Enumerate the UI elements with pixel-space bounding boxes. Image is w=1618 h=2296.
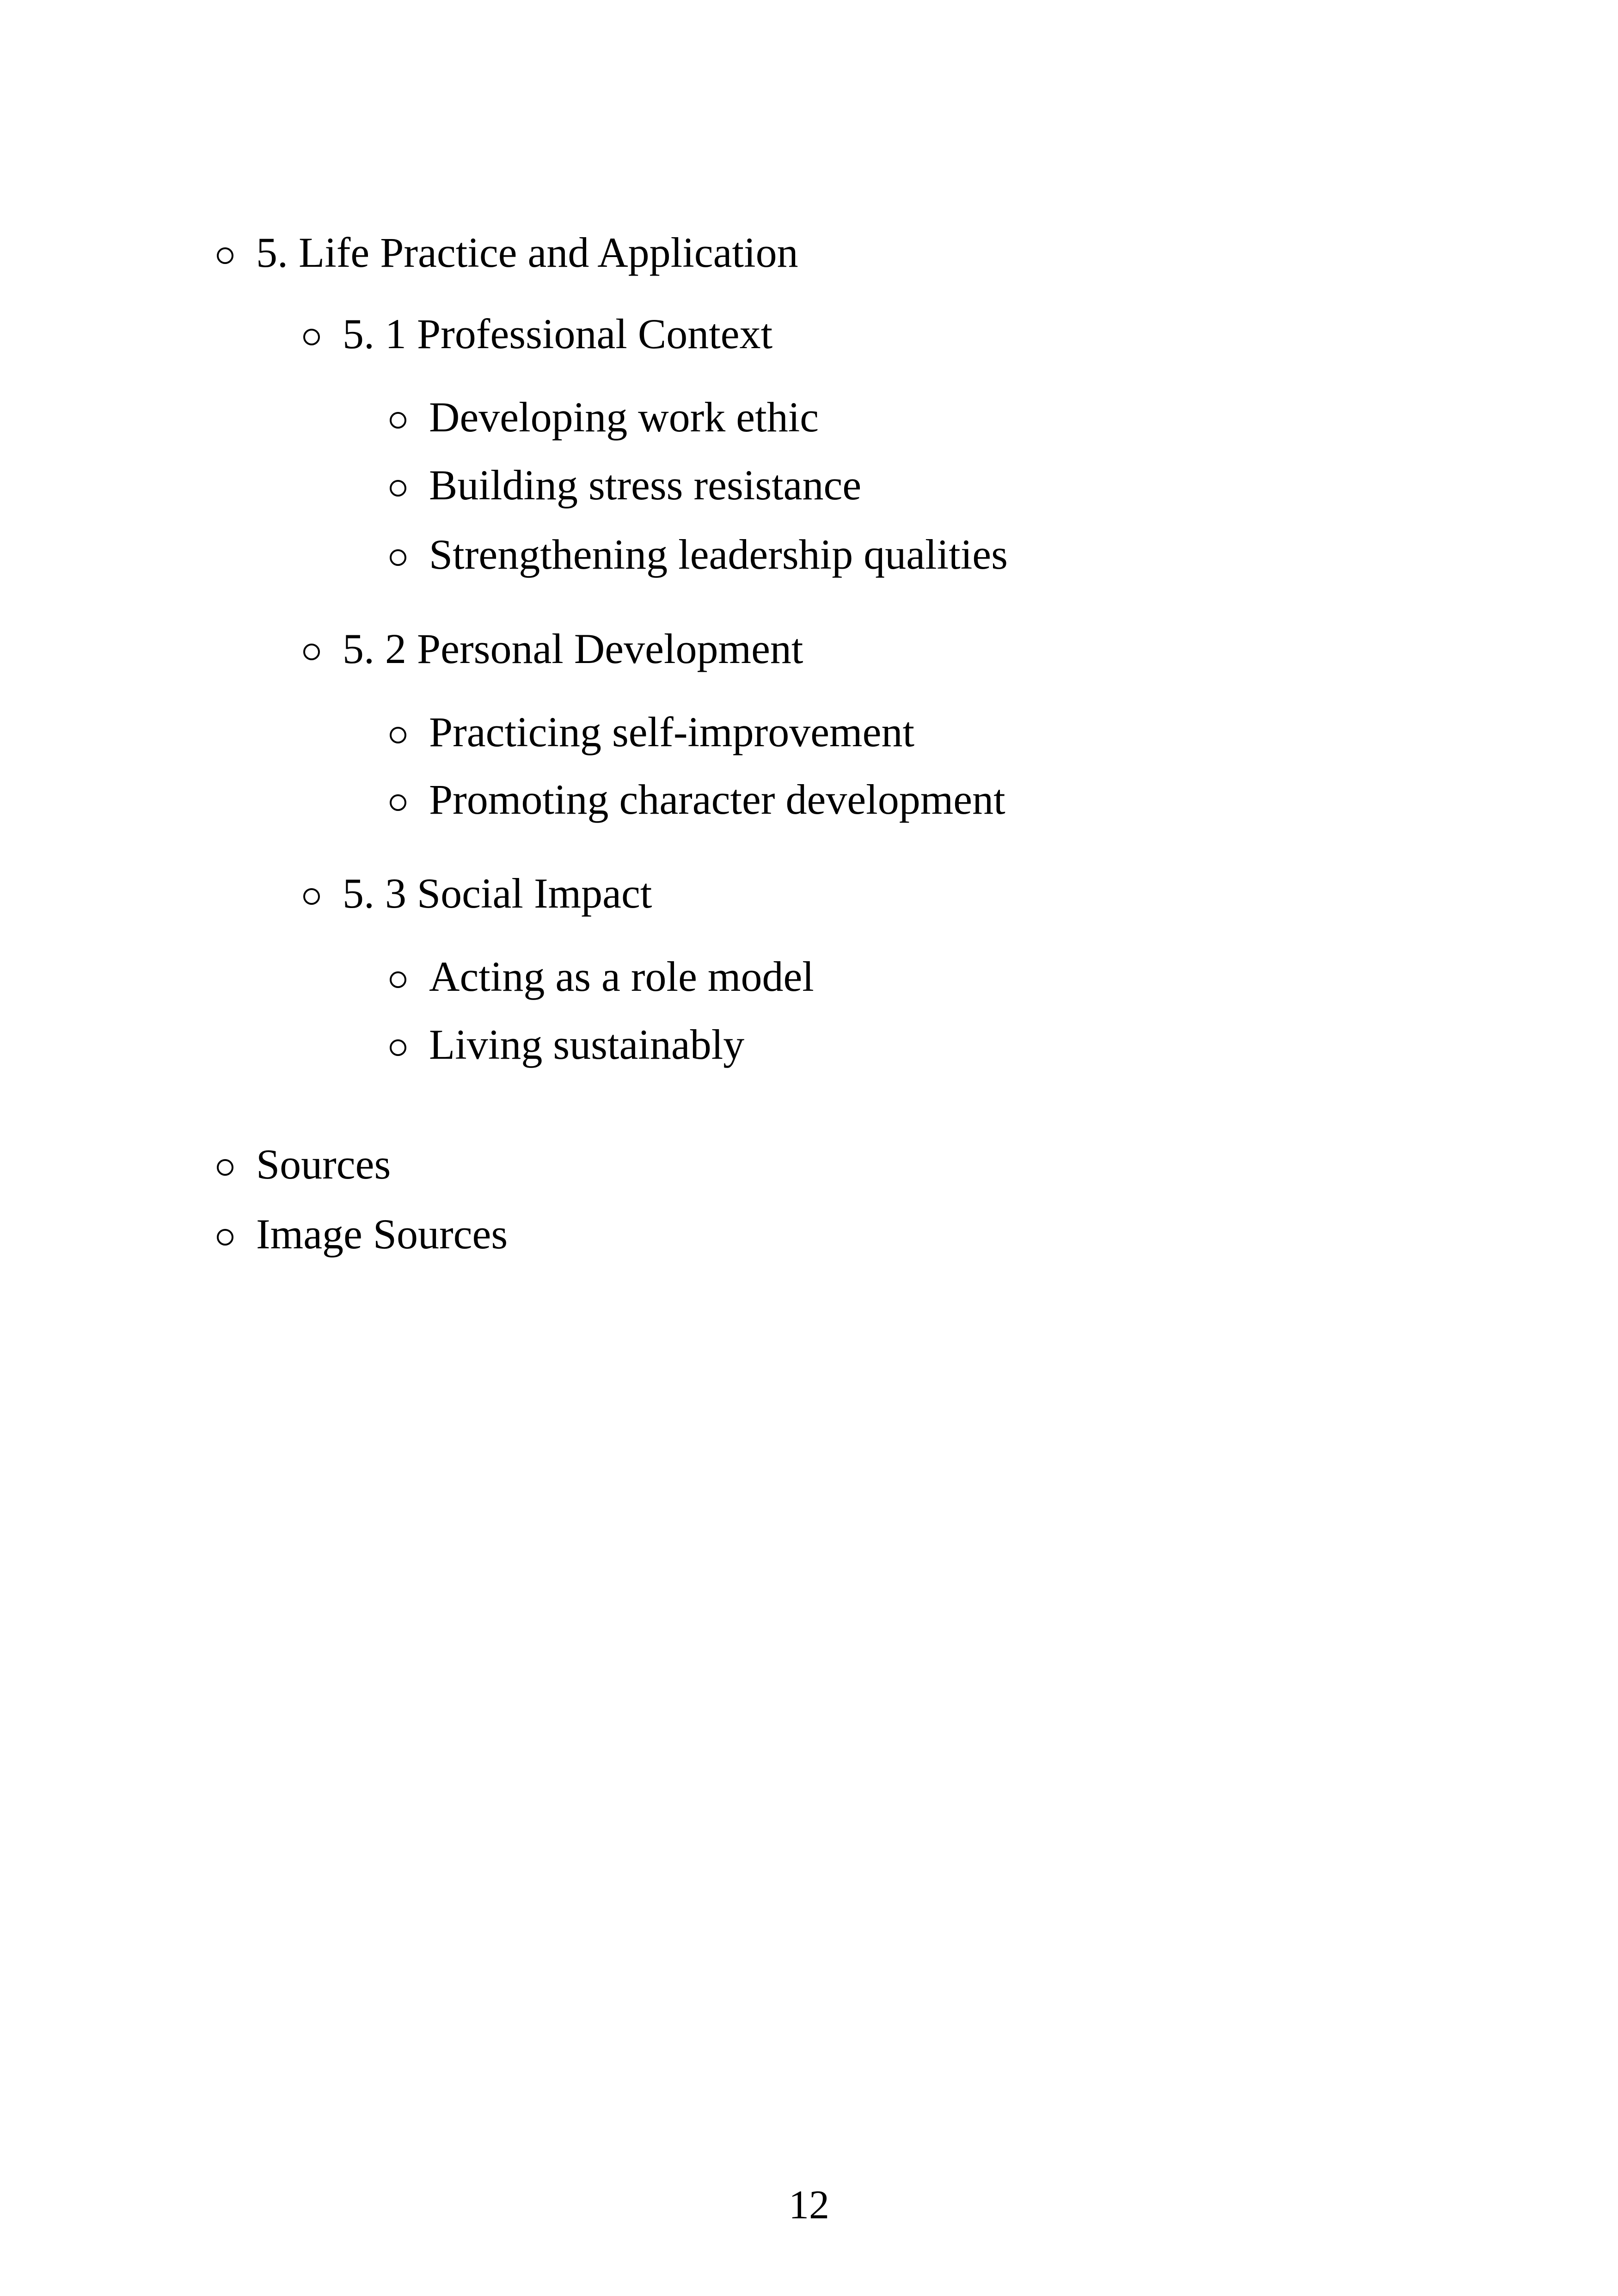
hollow-circle-bullet-icon [217, 247, 233, 264]
hollow-circle-bullet-icon [303, 888, 320, 905]
outline-item-label: 5. 1 Professional Context [343, 310, 773, 357]
outline-item-label: 5. Life Practice and Application [256, 229, 798, 276]
outline-item-label: 5. 3 Social Impact [343, 870, 652, 917]
outline-item-personal-development [303, 627, 803, 670]
hollow-circle-bullet-icon [390, 794, 406, 811]
outline-item-label: 5. 2 Personal Development [343, 625, 803, 672]
outline-item-living-sustainably [390, 1023, 744, 1066]
hollow-circle-bullet-icon [303, 644, 320, 660]
outline-item-work-ethic [390, 393, 819, 441]
outline-item-professional-context [303, 310, 773, 357]
outline-item-label: Promoting character development [429, 776, 1005, 823]
outline-item-label: Image Sources [256, 1210, 508, 1258]
outline-item-image-sources [217, 1210, 508, 1258]
hollow-circle-bullet-icon [390, 412, 406, 429]
outline-item-social-impact [303, 872, 652, 915]
outline-item-character-development [390, 778, 1005, 821]
outline-item-label: Acting as a role model [429, 953, 814, 1000]
hollow-circle-bullet-icon [303, 329, 320, 345]
hollow-circle-bullet-icon [390, 971, 406, 988]
outline-item-label: Developing work ethic [429, 393, 819, 441]
hollow-circle-bullet-icon [217, 1229, 233, 1246]
hollow-circle-bullet-icon [390, 480, 406, 497]
hollow-circle-bullet-icon [217, 1159, 233, 1176]
outline-item-label: Practicing self-improvement [429, 708, 915, 755]
hollow-circle-bullet-icon [390, 727, 406, 743]
outline-item-label: Sources [256, 1141, 391, 1188]
outline-item-label: Building stress resistance [429, 461, 862, 509]
hollow-circle-bullet-icon [390, 549, 406, 566]
outline-item-label: Living sustainably [429, 1021, 745, 1068]
outline-item-self-improvement [390, 708, 915, 755]
outline-item-life-practice [217, 231, 798, 274]
hollow-circle-bullet-icon [390, 1039, 406, 1056]
page-number: 12 [789, 2183, 829, 2228]
outline-item-leadership [390, 533, 1008, 576]
outline-item-role-model [390, 955, 814, 998]
outline-item-stress-resistance [390, 461, 862, 509]
outline-item-label: Strengthening leadership qualities [429, 531, 1008, 578]
outline-item-sources [217, 1141, 391, 1188]
